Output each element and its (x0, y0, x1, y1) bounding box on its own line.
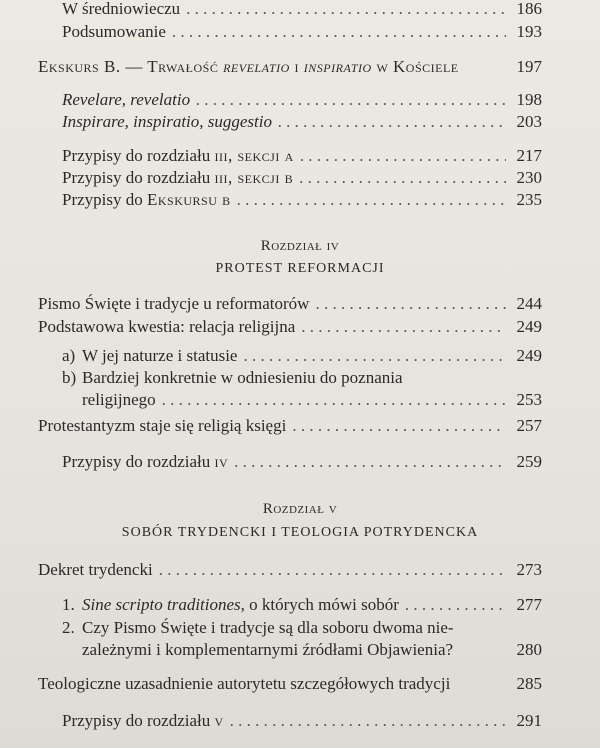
leader-dots (196, 89, 506, 111)
toc-entry[interactable] (38, 673, 542, 695)
entry-label: Inspirare, inspiratio, suggestio (62, 112, 272, 131)
toc-subentry[interactable] (62, 617, 542, 639)
leader-dots (186, 0, 506, 20)
entry-label (62, 145, 294, 167)
entry-label: Teologiczne uzasadnienie autorytetu szczegółowych tradycji (38, 674, 451, 693)
sub-number: a) (62, 346, 76, 365)
excursus-italic-1: revelatio (223, 57, 290, 76)
entry-label: Podstawowa kwestia: relacja religijna (38, 317, 296, 336)
page-number: 249 (516, 317, 542, 336)
entry-label (38, 56, 459, 78)
entry-label (62, 594, 399, 616)
toc-entry[interactable] (62, 111, 542, 133)
toc-entry[interactable] (38, 559, 542, 581)
toc-entry[interactable] (38, 316, 542, 338)
leader-dots (230, 710, 506, 732)
toc-entry-notes[interactable] (62, 189, 542, 211)
entry-label (62, 189, 231, 211)
toc-entry-notes[interactable] (62, 145, 542, 167)
page-number: 277 (516, 595, 542, 614)
toc-subentry[interactable] (62, 367, 542, 389)
entry-label: Protestantyzm staje się religią księgi (38, 416, 287, 435)
entry-label: W średniowieczu (62, 0, 181, 18)
toc-subentry[interactable] (62, 345, 542, 367)
toc-subentry-continuation[interactable] (82, 639, 542, 661)
leader-dots (237, 189, 506, 211)
chapter-title: SOBÓR TRYDENCKI I TEOLOGIA POTRYDENCKA (121, 525, 479, 540)
notes-prefix: Przypisy do rozdziału (62, 711, 215, 730)
page-number: 197 (516, 57, 542, 76)
leader-dots (234, 451, 506, 473)
page-number: 291 (516, 711, 542, 730)
toc-entry-excursus[interactable] (38, 56, 542, 78)
sub-label: Bardziej konkretnie w odniesieniu do poznania (82, 368, 403, 387)
page-number: 253 (516, 390, 542, 409)
leader-dots (243, 345, 506, 367)
entry-label: Pismo Święte i tradycje u reformatorów (38, 294, 310, 313)
sub-label: W jej naturze i statusie (82, 346, 238, 365)
leader-dots (278, 111, 506, 133)
entry-label (62, 167, 293, 189)
toc-entry[interactable] (38, 293, 542, 315)
chapter-title: PROTEST REFORMACJI (215, 261, 385, 276)
sub-label: Czy Pismo Święte i tradycje są dla soboru dwoma nie- (82, 618, 454, 637)
sub-number: 2. (62, 618, 75, 637)
toc-subentry-continuation[interactable] (82, 389, 542, 411)
page-number: 186 (516, 0, 542, 18)
page-number: 217 (516, 146, 542, 165)
toc-entry[interactable] (62, 0, 542, 20)
entry-label (62, 710, 224, 732)
page-number: 203 (516, 112, 542, 131)
notes-prefix: Przypisy do rozdziału (62, 168, 215, 187)
notes-prefix: Przypisy do rozdziału (62, 146, 215, 165)
toc-entry[interactable] (62, 89, 542, 111)
page-number: 273 (516, 560, 542, 579)
entry-label: religijnego (82, 390, 156, 409)
entry-label (62, 367, 403, 389)
page-number: 198 (516, 90, 542, 109)
entry-label (62, 345, 237, 367)
page-number: 285 (516, 674, 542, 693)
notes-ref: iv (214, 452, 229, 471)
notes-ref: iii, sekcji a (214, 146, 294, 165)
page-number: 257 (516, 416, 542, 435)
excursus-prefix: Ekskurs B. — Trwałość (38, 57, 224, 76)
toc-entry-notes[interactable] (62, 167, 542, 189)
notes-ref: Ekskursu b (147, 190, 231, 209)
notes-ref: v (214, 711, 224, 730)
chapter-number: Rozdział v (262, 501, 338, 517)
entry-label (62, 451, 228, 473)
excursus-mid: i (289, 57, 304, 76)
leader-dots (292, 415, 506, 437)
leader-dots (162, 389, 506, 411)
notes-prefix: Przypisy do rozdziału (62, 452, 215, 471)
entry-label: Revelare, revelatio (62, 90, 191, 109)
entry-label: zależnymi i komplementarnymi źródłami Objawienia? (82, 640, 454, 659)
sub-number: b) (62, 368, 77, 387)
sub-number: 1. (62, 595, 75, 614)
toc-entry[interactable] (62, 21, 542, 43)
chapter-number: Rozdział iv (260, 238, 340, 254)
page-number: 230 (516, 168, 542, 187)
toc-entry-notes[interactable] (62, 710, 542, 732)
sub-label: , o których mówi sobór (240, 595, 399, 614)
notes-prefix: Przypisy do (62, 190, 147, 209)
page-number: 259 (516, 452, 542, 471)
leader-dots (405, 594, 506, 616)
toc-entry-notes[interactable] (62, 451, 542, 473)
page-number: 235 (516, 190, 542, 209)
excursus-italic-2: inspiratio (303, 57, 372, 76)
page-number: 249 (516, 346, 542, 365)
entry-label: Dekret trydencki (38, 560, 153, 579)
notes-ref: iii, sekcji b (214, 168, 294, 187)
leader-dots (315, 293, 506, 315)
page-number: 244 (516, 294, 542, 313)
page-number: 280 (516, 640, 542, 659)
leader-dots (172, 21, 506, 43)
leader-dots (159, 559, 506, 581)
leader-dots (301, 316, 506, 338)
toc-entry[interactable] (38, 415, 542, 437)
page-number: 193 (516, 22, 542, 41)
sub-italic: Sine scripto traditiones (82, 595, 241, 614)
entry-label: Podsumowanie (62, 22, 166, 41)
leader-dots (300, 145, 506, 167)
toc-subentry[interactable] (62, 594, 542, 616)
excursus-suffix: w Kościele (371, 57, 459, 76)
entry-label (62, 617, 454, 639)
leader-dots (299, 167, 506, 189)
